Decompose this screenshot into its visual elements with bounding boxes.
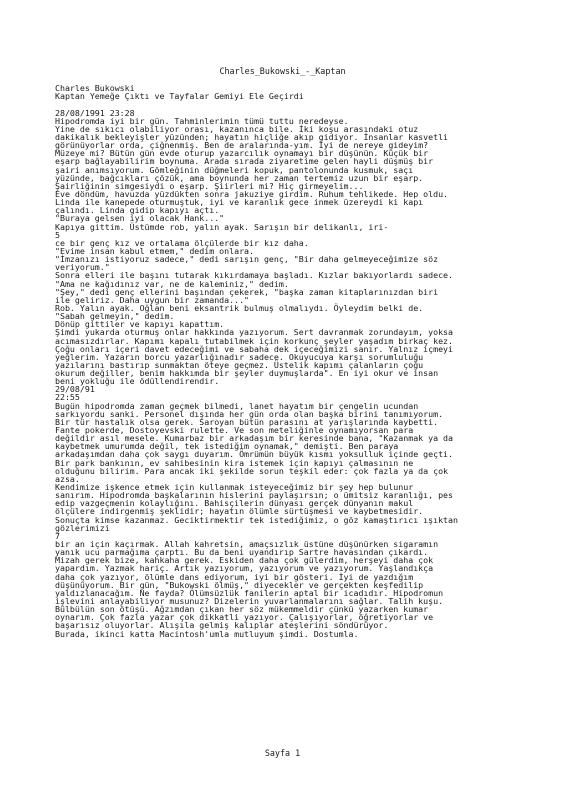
text-line: düşünüyorum. Bir gün, "Bukowski ölmüş," diyecekler ve gerçekten keşfedilip — [55, 579, 424, 590]
text-line: sanırım. Hipodromda başkalarının hislerini paylaşırsın; o ümitsiz karanlığı, pes — [55, 490, 454, 501]
text-line: Eve döndüm, havuzda yüzdükten sonra jakuziye girdim. Ruhum tehlikede. Hep oldu. — [55, 188, 449, 199]
text-line: okurum değiller, benim hakkımda bir şeyler duymuşlarda". En iyi okur ve insan — [55, 368, 439, 379]
text-line: Mizah gerek bize, kahkaha gerek. Eskiden daha çok gülerdim, herşeyi daha çok — [55, 555, 434, 566]
text-line: olduğunu bilirim. Para ancak iki şekilde sorun teşkil eder: çok fazla ya da çok — [55, 465, 449, 476]
text-line: 29/08/91 — [55, 384, 95, 395]
text-line: Hipodromda iyi bir gün. Tahminlerimin tümü tuttu neredeyse. — [55, 115, 349, 126]
text-line: 7 — [55, 530, 60, 541]
text-line: kaybetmek umurumda değil, tek istediğim oynamak," demişti. Ben paraya — [55, 441, 399, 452]
text-line: yazılarını bastırıp sunmaktan öteye geçmez. Üstelik kapımı çalanların çoğu — [55, 359, 424, 370]
text-line: beni yokluğu ile ödüllendirendir. — [55, 376, 220, 387]
text-line: çalındı. Linda gidip kapıyı açtı. — [55, 205, 220, 216]
text-line: Bugün hipodromda zaman geçmek bilmedi, lanet hayatım bir çengelin ucundan — [55, 400, 419, 411]
text-line: sarkıyordu sanki. Personel dışında her gün orda olan başka birini tanımıyorum. — [55, 408, 444, 419]
text-line: yanık ucu parmağıma çarptı. Bu da beni uyandırıp Sartre havasından çıkardı. — [55, 547, 429, 558]
text-line: Sonuçta kimse kazanmaz. Geciktirmektir tek istediğimiz, o göz kamaştırıcı ışıktan — [55, 514, 458, 525]
text-line: görünüyorlar orda, çiğnenmiş. Ben de aralarında-yım. İyi de nereye gideyim? — [55, 140, 429, 151]
text-line: Dönüp gittiler ve kapıyı kapattım. — [55, 319, 225, 330]
text-line: acımasızdırlar. Kapımı kapalı tutabilmek için korkunç şeyler yaşadım birkaç kez. — [55, 335, 454, 346]
text-line: Kendimize işkence etmek için kullanmak isteyeceğimiz bir şey hep bulunur — [55, 482, 414, 493]
text-line: edip vazgeçmenin kolaylığını. Bahisçilerin dünyası gerçek dünyanın makul — [55, 498, 414, 509]
text-line: "İmzanızı istiyoruz sadece," dedi sarışın genç, "Bir daha gelmeyeceğimize söz — [55, 254, 439, 265]
text-line: şairi anımsıyorum. Gömleğinin düğmeleri kopuk, pantolonunda kusmuk, saçı — [55, 164, 414, 175]
text-line: ce bir genç kız ve ortalama ölçülerde bir kız daha. — [55, 237, 309, 248]
text-line: "Evime insan kabul etmem," dedim onlara. — [55, 245, 255, 256]
text-line: ile geliriz. Daha uygun bir zamanda..." — [55, 294, 250, 305]
text-line: Charles Bukowski — [55, 83, 135, 94]
text-line: Müzeye mi? Bütün gün evde oturup yazarcılık oynamayı bir düşünün. Küçük bir — [55, 148, 429, 159]
text-line: Çoğu onları içeri davet edeceğimi ve sabaha dek içeceğimizi sanır. Yalnız içmeyi — [55, 343, 454, 354]
text-line: Bir park bankının, ev sahibesinin kira istemek için kapıyı çalmasının ne — [55, 457, 414, 468]
text-line: değildir asıl mesele. Kumarbaz bir arkadaşım bir keresinde bana, "Kazanmak ya da — [55, 433, 454, 444]
text-line: oynarım. Çok fazla yazar çok dikkatli yazıyor. Çalışıyorlar, öğretiyorlar ve — [55, 612, 434, 623]
text-line: bir an için kaçırmak. Allah kahretsin, amaçsızlık üstüne düşünürken sigaramın — [55, 539, 439, 550]
text-line: Yine de sıkıcı olabiliyor orası, kazanınca bile. İki koşu arasındaki otuz — [55, 123, 419, 134]
text-line: Sonra elleri ile başını tutarak kıkırdamaya başladı. Kızlar bakıyorlardı sadece. — [55, 270, 454, 281]
text-line: "Sabah gelmeyin," dedim. — [55, 311, 175, 322]
text-line: işlevini anlayabiliyor musunuz? Dizelerin yuvarlanmalarını sağlar. Talih kuşu. — [55, 596, 444, 606]
text-line: yeğlerim. Yazarın borcu yazarlığınadır sadece. Okuyucuya karşı sorumluluğu — [55, 351, 424, 362]
text-line: arkadaşımdan daha çok saygı duyarım. Ömrümün büyük kısmı yoksulluk içinde geçti. — [55, 449, 454, 460]
text-line: "Ama ne kağıdınız var, ne de kaleminiz," dedim. — [55, 278, 289, 289]
text-line: 5 — [55, 229, 60, 240]
text-line: veriyorum." — [55, 262, 110, 273]
text-line: Rob. Yalın ayak. Oğlan beni eksantrik bulmuş olmalıydı. Öyleydim belki de. — [55, 302, 424, 313]
text-line: "Buraya gelsen iyi olacak Hank..." — [55, 213, 225, 224]
text-line: gözlerimizi — [55, 522, 110, 533]
text-line: Kaptan Yemeğe Çıktı ve Tayfalar Gemiyi Ele Geçirdi — [55, 91, 304, 102]
text-line: Kapıya gittim. Üstümde rob, yalın ayak. Sarışın bir delikanlı, iri- — [55, 221, 389, 232]
text-line: yapardım. Yazmak hariç. Artık yazıyorum, yazıyorum ve yazıyorum. Yaşlandıkça — [55, 563, 434, 574]
text-line: 22:55 — [55, 392, 80, 403]
text-line: daha çok yazıyor, ölümle dans ediyorum, iyi bir gösteri. İyi de yazdığım — [55, 571, 414, 582]
text-line: ölçülere indirgenmiş şeklidir; hayatın ölümle sürtüşmesi ve kaybetmesidir. — [55, 506, 424, 517]
text-line: başarısız oluyorlar. Alışıla gelmiş kalıplar ateşlerini söndürüyor. — [55, 620, 389, 631]
text-line: dakikalık bekleyişler yüzünden; hayatın hiçliğe akıp gidiyor. İnsanlar kasvetli — [55, 131, 449, 142]
page-footer: Sayfa 1 — [264, 748, 301, 758]
text-line: yüzünde, bağcıkları çözük, ama boynunda her zaman tertemiz uzun bir eşarp. — [55, 172, 424, 183]
text-line: Şimdi yukarda oturmuş onlar hakkında yazıyorum. Sert davranmak zorundayım, yoksa — [55, 327, 454, 338]
text-line: Bir tür hastalık olsa gerek. Saroyan bütün parasını at yarışlarında kaybetti. — [55, 416, 439, 427]
text-line: eşarp bağlayabilirim boynuma. Arada sırada ziyaretime gelen hayli düşmüş bir — [55, 156, 434, 167]
text-line: Bülbülün son ötüşü. Ağzımdan çıkan her söz mükemmeldir çünkü yazarken kumar — [55, 604, 429, 615]
text-line: Linda ile kanepede oturmuştuk, iyi ve karanlık gece inmek üzereydi ki kapı — [55, 197, 424, 208]
document-title: Charles_Bukowski_-_Kaptan — [219, 66, 346, 76]
text-line: Fante pokerde, Dostoyevski rulette. Ve son meteliğinle oynamıyorsan para — [55, 425, 414, 436]
text-line: Şairliğinin simgesiydi o eşarp. Şiirleri mi? Hiç girmeyelim... — [55, 180, 364, 191]
document-body — [55, 76, 525, 638]
text-line: "Şey," dedi genç ellerini başından çekerek, "başka zaman kitaplarınızdan biri — [55, 286, 439, 297]
text-line: azsa. — [55, 473, 80, 484]
text-line: Burada, ikinci katta Macintosh'umla mutluyum şimdi. Dostumla. — [55, 628, 359, 639]
text-line: yaldızlanacağım. Ne fayda? Ölümsüzlük fanilerin aptal bir icadıdır. Hipodromun — [55, 587, 444, 598]
text-line: 28/08/1991 23:28 — [55, 107, 135, 118]
